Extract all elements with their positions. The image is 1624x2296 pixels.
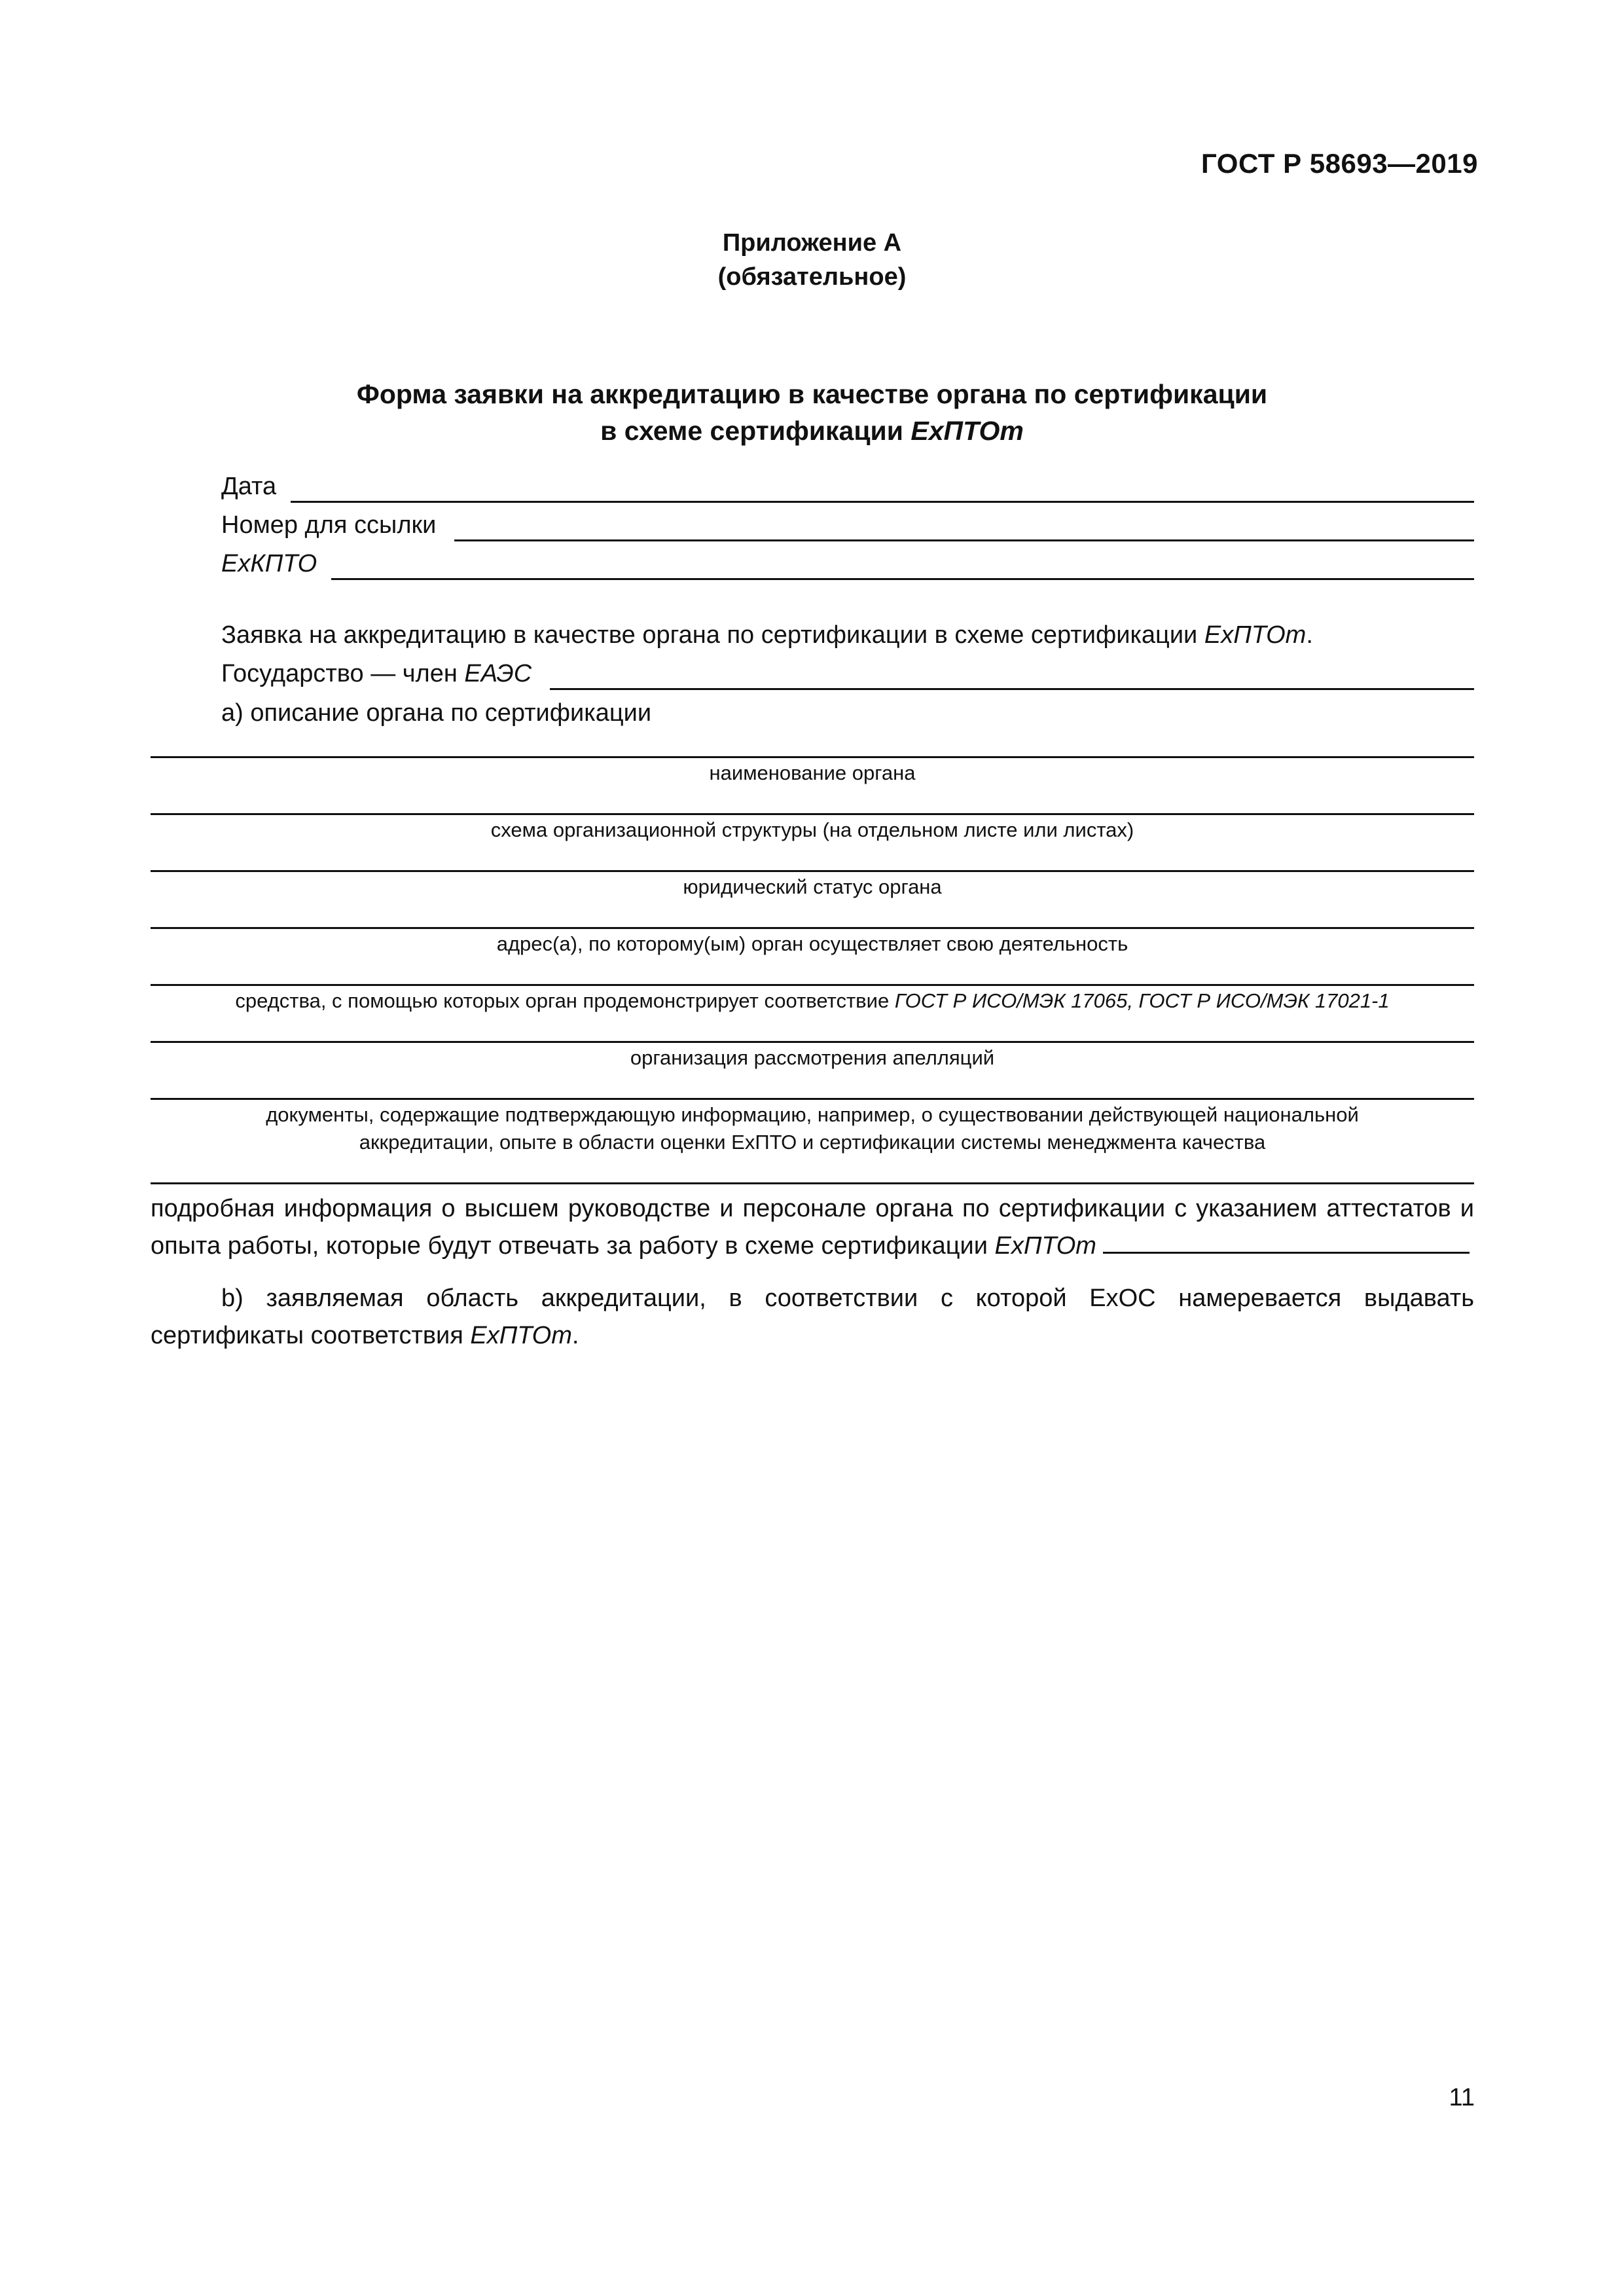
appeals-line[interactable]: [151, 1041, 1474, 1043]
form-title-scheme: ExПТОт: [911, 416, 1024, 446]
reference-label: Номер для ссылки: [221, 511, 437, 539]
excpto-label: ExКПТО: [221, 550, 317, 577]
form-title-line1: Форма заявки на аккредитацию в качестве органа по сертификации: [356, 379, 1268, 409]
caption-appeals: организация рассмотрения апелляций: [630, 1046, 995, 1069]
caption-documents-line2: аккредитации, опыте в области оценки ExПТО и сертификации системы менеджмента качества: [359, 1131, 1266, 1154]
management-top-line[interactable]: [151, 1182, 1474, 1184]
section-b-paragraph: [151, 1280, 1474, 1355]
caption-documents-line1: документы, содержащие подтверждающую информацию, например, о существовании действующей национальной: [266, 1103, 1359, 1126]
statement-scheme: ExПТОт: [1204, 621, 1307, 649]
caption-body-name: наименование органа: [709, 761, 916, 784]
management-field[interactable]: [1103, 1230, 1470, 1254]
form-title-line2-prefix: в схеме сертификации: [600, 416, 911, 446]
member-state-union: ЕАЭС: [464, 660, 532, 687]
member-state-label: [221, 657, 532, 690]
application-statement: [221, 619, 1313, 651]
caption-means: [151, 987, 1474, 1015]
section-b-text: b) заявляемая область аккредитации, в соответствии с которой ExОС намеревается выдавать сертификаты соответствия: [151, 1285, 1474, 1349]
documents-line[interactable]: [151, 1098, 1474, 1100]
management-scheme: ExПТОт: [994, 1232, 1096, 1260]
excpto-row: [221, 547, 1474, 580]
management-text: подробная информация о высшем руководстве и персонале органа по сертификации с указанием аттестатов и опыта работы, которые будут отвечать за работу в схеме сертификации: [151, 1195, 1474, 1260]
excpto-field[interactable]: [331, 558, 1474, 580]
page-number: 11: [1449, 2084, 1475, 2111]
annex-status: (обязательное): [717, 263, 907, 291]
org-structure-line[interactable]: [151, 813, 1474, 815]
standard-code: ГОСТ Р 58693—2019: [1201, 148, 1478, 179]
date-field[interactable]: [291, 481, 1474, 503]
address-line[interactable]: [151, 927, 1474, 929]
statement-end: .: [1306, 621, 1313, 649]
section-b-end: .: [571, 1322, 579, 1349]
means-line[interactable]: [151, 984, 1474, 986]
annex-title: Приложение А: [722, 229, 902, 257]
section-a-label: а) описание органа по сертификации: [221, 699, 652, 727]
reference-row: [221, 509, 1474, 541]
caption-org-structure: схема организационной структуры (на отдельном листе или листах): [490, 818, 1134, 841]
date-row: [221, 470, 1474, 503]
statement-text: Заявка на аккредитацию в качестве органа по сертификации в схеме сертификации: [221, 621, 1204, 649]
body-name-line[interactable]: [151, 756, 1474, 758]
annex-heading: [0, 226, 1624, 294]
date-label: Дата: [221, 473, 277, 500]
management-paragraph: [151, 1190, 1474, 1265]
caption-legal-status: юридический статус органа: [683, 875, 942, 898]
caption-address: адрес(а), по которому(ым) орган осуществляет свою деятельность: [496, 932, 1128, 955]
member-state-row: [221, 657, 1474, 690]
reference-field[interactable]: [454, 520, 1474, 541]
member-state-field[interactable]: [550, 668, 1474, 690]
caption-means-standards: ГОСТ Р ИСО/МЭК 17065, ГОСТ Р ИСО/МЭК 17021-1: [894, 989, 1390, 1012]
form-title-line2: [0, 412, 1624, 449]
caption-means-text: средства, с помощью которых орган продемонстрирует соответствие: [235, 989, 895, 1012]
member-state-text: Государство — член: [221, 660, 465, 687]
caption-documents: [151, 1101, 1474, 1156]
legal-status-line[interactable]: [151, 870, 1474, 872]
section-b-scheme: ExПТОт: [470, 1322, 572, 1349]
form-title: [0, 376, 1624, 449]
